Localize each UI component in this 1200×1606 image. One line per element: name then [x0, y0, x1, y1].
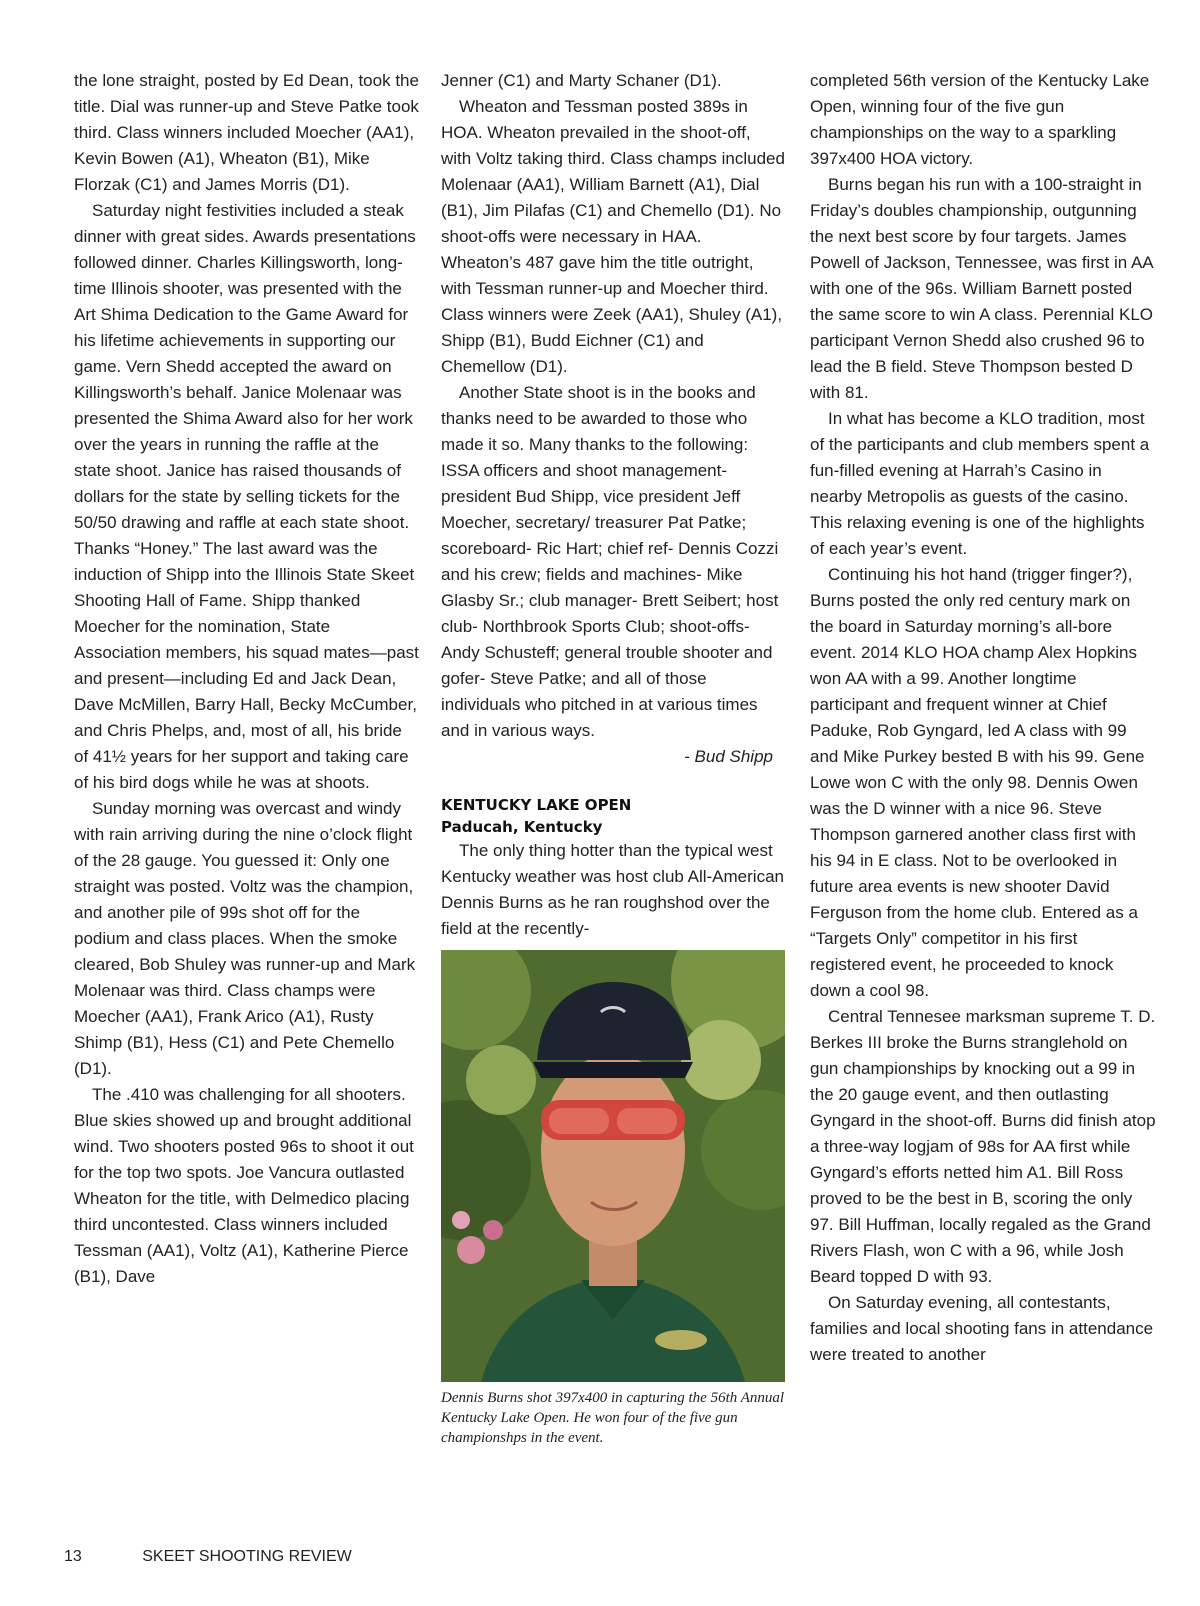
photo-caption: Dennis Burns shot 397x400 in capturing the 56th Annual Kentucky Lake Open. He won four of the five gun championshps in the event.	[441, 1390, 785, 1446]
paragraph: Burns began his run with a 100-straight in Friday’s doubles championship, outgunning the next best score by four targets. James Powell of Jackson, Tennessee, was first in AA with one of the 96s. William Barnett posted the same score to win A class. Perennial KLO participant Vernon Shedd also crushed 96 to lead the B field. Steve Thompson bested D with 81.	[810, 175, 1154, 402]
article-column-1	[74, 68, 420, 1290]
author-byline: - Bud Shipp	[684, 747, 773, 766]
article-column-3	[810, 68, 1156, 1368]
section-title: KENTUCKY LAKE OPEN	[441, 796, 632, 814]
paragraph: Central Tennesee marksman supreme T. D. Berkes III broke the Burns stranglehold on gun championships by knocking out a 99 in the 20 gauge event, and then outlasting Gyngard in the shoot-off. Burns did finish atop a three-way logjam of 98s for AA first while Gyngard’s efforts netted him A1. Bill Ross proved to be the best in B, scoring the only 97. Bill Huffman, locally regaled as the Grand Rivers Flash, won C with a 96, while Josh Beard topped D with 93.	[810, 1007, 1156, 1286]
publication-name: SKEET SHOOTING REVIEW	[142, 1548, 352, 1565]
paragraph: The .410 was challenging for all shooters. Blue skies showed up and brought additional wind. Two shooters posted 96s to shoot it out for the top two spots. Joe Vancura outlasted Wheaton for the title, with Delmedico placing third uncontested. Class winners included Tessman (AA1), Voltz (A1), Katherine Pierce (B1), Dave	[74, 1085, 414, 1286]
article-column-2	[441, 68, 785, 1448]
photo-dennis-burns	[441, 950, 785, 1382]
paragraph: On Saturday evening, all contestants, families and local shooting fans in attendance were treated to another	[810, 1293, 1154, 1364]
paragraph: completed 56th version of the Kentucky Lake Open, winning four of the five gun championships on the way to a sparkling 397x400 HOA victory.	[810, 71, 1150, 168]
paragraph: Another State shoot is in the books and thanks need to be awarded to those who made it so. Many thanks to the following: ISSA officers and shoot management- president Bud Shipp, vice president Jeff Moecher, secretary/ treasurer Pat Patke; scoreboard- Ric Hart; chief ref- Dennis Cozzi and his crew; fields and machines- Mike Glasby Sr.; club manager- Brett Seibert; host club- Northbrook Sports Club; shoot-offs- Andy Schusteff; general trouble shooter and gofer- Steve Patke; and all of those individuals who pitched in at various times and in various ways.	[441, 383, 779, 740]
section-location: Paducah, Kentucky	[441, 818, 603, 836]
paragraph: In what has become a KLO tradition, most of the participants and club members spent a fun-filled evening at Harrah’s Casino in nearby Metropolis as guests of the casino. This relaxing evening is one of the highlights of each year’s event.	[810, 409, 1150, 558]
paragraph: Continuing his hot hand (trigger finger?), Burns posted the only red century mark on the board in Saturday morning’s all-bore event. 2014 KLO HOA champ Alex Hopkins won AA with a 99. Another longtime participant and frequent winner at Chief Paduke, Rob Gyngard, led A class with 99 and Mike Purkey bested B with his 99. Gene Lowe won C with the only 98. Dennis Owen was the D winner with a nice 96. Steve Thompson garnered another class first with his 94 in E class. Not to be overlooked in future area events is new shooter David Ferguson from the home club. Entered as a “Targets Only” competitor in his first registered event, he proceeded to knock down a cool 98.	[810, 565, 1145, 1000]
paragraph: the lone straight, posted by Ed Dean, took the title. Dial was runner-up and Steve Patke took third. Class winners included Moecher (AA1), Kevin Bowen (A1), Wheaton (B1), Mike Florzak (C1) and James Morris (D1).	[74, 71, 419, 194]
page-footer	[64, 1548, 352, 1566]
paragraph: Jenner (C1) and Marty Schaner (D1).	[441, 71, 722, 90]
paragraph: Sunday morning was overcast and windy with rain arriving during the nine o’clock flight of the 28 gauge. You guessed it: Only one straight was posted. Voltz was the champion, and another pile of 99s shot off for the podium and class places. When the smoke cleared, Bob Shuley was runner-up and Mark Molenaar was third. Class champs were Moecher (AA1), Frank Arico (A1), Rusty Shimp (B1), Hess (C1) and Pete Chemello (D1).	[74, 799, 416, 1078]
paragraph: Saturday night festivities included a steak dinner with great sides. Awards presentations followed dinner. Charles Killingsworth, long-time Illinois shooter, was presented with the Art Shima Dedication to the Game Award for his lifetime achievements in supporting our game. Vern Shedd accepted the award on Killingsworth’s behalf. Janice Molenaar was presented the Shima Award also for her work over the years in running the raffle at the state shoot. Janice has raised thousands of dollars for the state by selling tickets for the 50/50 drawing and raffle at each state shoot. Thanks “Honey.” The last award was the induction of Shipp into the Illinois State Skeet Shooting Hall of Fame. Shipp thanked Moecher for the nomination, State Association members, his squad mates—past and present—including Ed and Jack Dean, Dave McMillen, Barry Hall, Becky McCumber, and Chris Phelps, and, most of all, his bride of 41½ years for her support and taking care of his bird dogs while he was at shoots.	[74, 201, 419, 792]
paragraph: The only thing hotter than the typical west Kentucky weather was host club All-American Dennis Burns as he ran roughshod over the field at the recently-	[441, 841, 784, 938]
page-number: 13	[64, 1548, 82, 1565]
paragraph: Wheaton and Tessman posted 389s in HOA. Wheaton prevailed in the shoot-off, with Voltz taking third. Class champs included Molenaar (AA1), William Barnett (A1), Dial (B1), Jim Pilafas (C1) and Chemello (D1). No shoot-offs were necessary in HAA. Wheaton’s 487 gave him the title outright, with Tessman runner-up and Moecher third. Class winners were Zeek (AA1), Shuley (A1), Shipp (B1), Budd Eichner (C1) and Chemellow (D1).	[441, 97, 785, 376]
section-heading	[441, 794, 785, 838]
